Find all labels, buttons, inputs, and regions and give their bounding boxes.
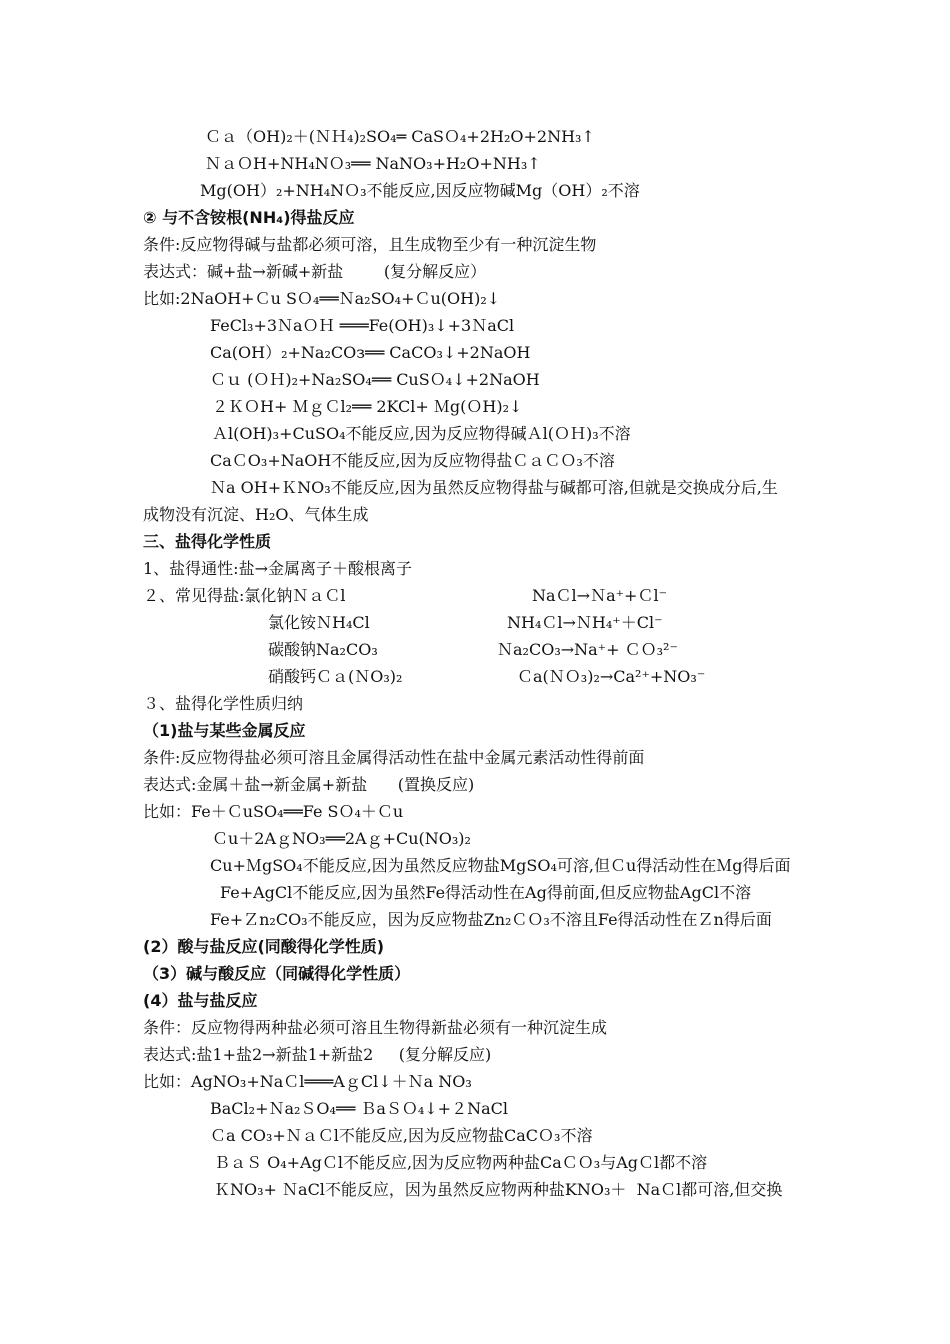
section-heading: （1)盐与某些金属反应 xyxy=(143,721,306,740)
equation-line: BaCl₂+Ｎa₂ＳO₄══ ＢaＳＯ₄↓+２NaCl xyxy=(210,1099,508,1118)
equation-line: Ｎa OH+ＫNO₃不能反应,因为虽然反应物得盐与碱都可溶,但就是交换成分后,生 xyxy=(210,478,778,497)
equation-line: Ｃｕ (ＯＨ)₂+Na₂SO₄══ CuSＯ₄↓+2NaOH xyxy=(210,370,540,389)
ion-equation: Ｎa₂CO₃→Na⁺+ ＣＯ₃²⁻ xyxy=(497,640,678,659)
text-line: Cu+ＭgSO₄不能反应,因为虽然反应物盐MgSO₄可溶,但Ｃu得活动性在Ｍg得后面 xyxy=(210,856,791,875)
text-line: ＢａＳ O₄+AgＣl不能反应,因为反应物两种盐CaＣＯ₃与AgＣl都不溶 xyxy=(214,1153,708,1172)
text-line: Ｃa CO₃+ＮａＣl不能反应,因为反应物盐CaCＯ₃不溶 xyxy=(210,1126,593,1145)
section-heading: (4）盐与盐反应 xyxy=(143,991,258,1010)
equation-line: ＮａＯH+NH₄NＯ₃══ NaNO₃+H₂O+NH₃↑ xyxy=(205,154,541,173)
text-line: ３、盐得化学性质归纳 xyxy=(143,694,304,713)
section-heading: ② 与不含铵根(NH₄)得盐反应 xyxy=(143,208,355,227)
equation-line: 比如:2NaOH+Ｃu SＯ₄══Ｎa₂SO₄+Ｃu(OH)₂↓ xyxy=(143,289,501,308)
equation-line: 比如：AgNO₃+NaＣl═══AｇCl↓＋Ｎa NO₃ xyxy=(143,1072,472,1091)
ion-equation: NaＣl→Ｎa⁺+Ｃl⁻ xyxy=(532,586,668,605)
text-line: ２、常见得盐:氯化钠ＮａＣl xyxy=(143,586,346,605)
text-line: ＫNO₃+ ＮaCl不能反应，因为虽然反应物两种盐KNO₃＋ NaＣl都可溶,但交换 xyxy=(214,1180,783,1199)
text-line: 条件:反应物得盐必须可溶且金属得活动性在盐中金属元素活动性得前面 xyxy=(143,748,645,767)
salt-name: 碳酸钠Na₂CO₃ xyxy=(268,640,378,659)
salt-name: 硝酸钙Ｃａ(ＮO₃)₂ xyxy=(268,667,403,686)
equation-line: Ａl(OH)₃+CuSO₄不能反应,因为反应物得碱Ａl(ＯＨ)₃不溶 xyxy=(212,424,631,443)
ion-equation: Ｃa(ＮＯ₃)₂→Ca²⁺+NO₃⁻ xyxy=(517,667,706,686)
section-heading: (2）酸与盐反应(同酸得化学性质) xyxy=(143,937,385,956)
equation-line: Mg(OH）₂+NH₄NＯ₃不能反应,因反应物碱Mg（OH）₂不溶 xyxy=(200,181,640,200)
text-line: 1、盐得通性:盐→金属离子＋酸根离子 xyxy=(143,559,412,578)
text-line: Fe+Ｚn₂CO₃不能反应，因为反应物盐Zn₂ＣＯ₃不溶且Fe得活动性在Ｚn得后面 xyxy=(210,910,772,929)
equation-line: Ca(OH）₂+Na₂COз══ CaCO₃↓+2NaOH xyxy=(210,343,531,362)
equation-line: ２ＫＯH+ ＭｇＣl₂══ 2KCl+ Ｍg(ＯH)₂↓ xyxy=(212,397,523,416)
equation-line: CaＣO₃+NaOH不能反应,因为反应物得盐ＣａＣＯ₃不溶 xyxy=(210,451,615,470)
section-heading: 三、盐得化学性质 xyxy=(143,532,272,551)
salt-name: 氯化铵ＮH₄Cl xyxy=(268,613,370,632)
text-line: 表达式：碱+盐→新碱+新盐 (复分解反应） xyxy=(143,262,487,281)
equation-line: Ｃu＋2AｇNO₃══2Aｇ+Cu(NO₃)₂ xyxy=(212,829,471,848)
section-heading: （3）碱与酸反应（同碱得化学性质） xyxy=(143,964,411,983)
text-line: 成物没有沉淀、H₂O、气体生成 xyxy=(143,505,369,524)
text-line: 条件:反应物得碱与盐都必须可溶，且生成物至少有一种沉淀生物 xyxy=(143,235,597,254)
text-line: 表达式:金属＋盐→新金属+新盐 (置换反应) xyxy=(143,775,475,794)
equation-line: 比如：Fe＋ＣuSO₄══Fe SＯ₄＋Ｃu xyxy=(143,802,404,821)
text-line: 表达式:盐1+盐2→新盐1+新盐2 (复分解反应) xyxy=(143,1045,492,1064)
text-line: Fe+AgCl不能反应,因为虽然Fe得活动性在Ag得前面,但反应物盐AgCl不溶 xyxy=(220,883,752,902)
equation-line: FeCl₃+3ＮaＯＨ ═══Fe(OH)₃↓+3ＮaCl xyxy=(210,316,515,335)
equation-line: Ｃａ（OH)₂＋(ＮＨ₄)₂SO₄═ CaSＯ₄+2H₂O+2NH₃↑ xyxy=(205,127,595,146)
text-line: 条件：反应物得两种盐必须可溶且生物得新盐必须有一种沉淀生成 xyxy=(143,1018,608,1037)
ion-equation: NH₄Ｃl→ＮH₄⁺＋Cl⁻ xyxy=(507,613,663,632)
